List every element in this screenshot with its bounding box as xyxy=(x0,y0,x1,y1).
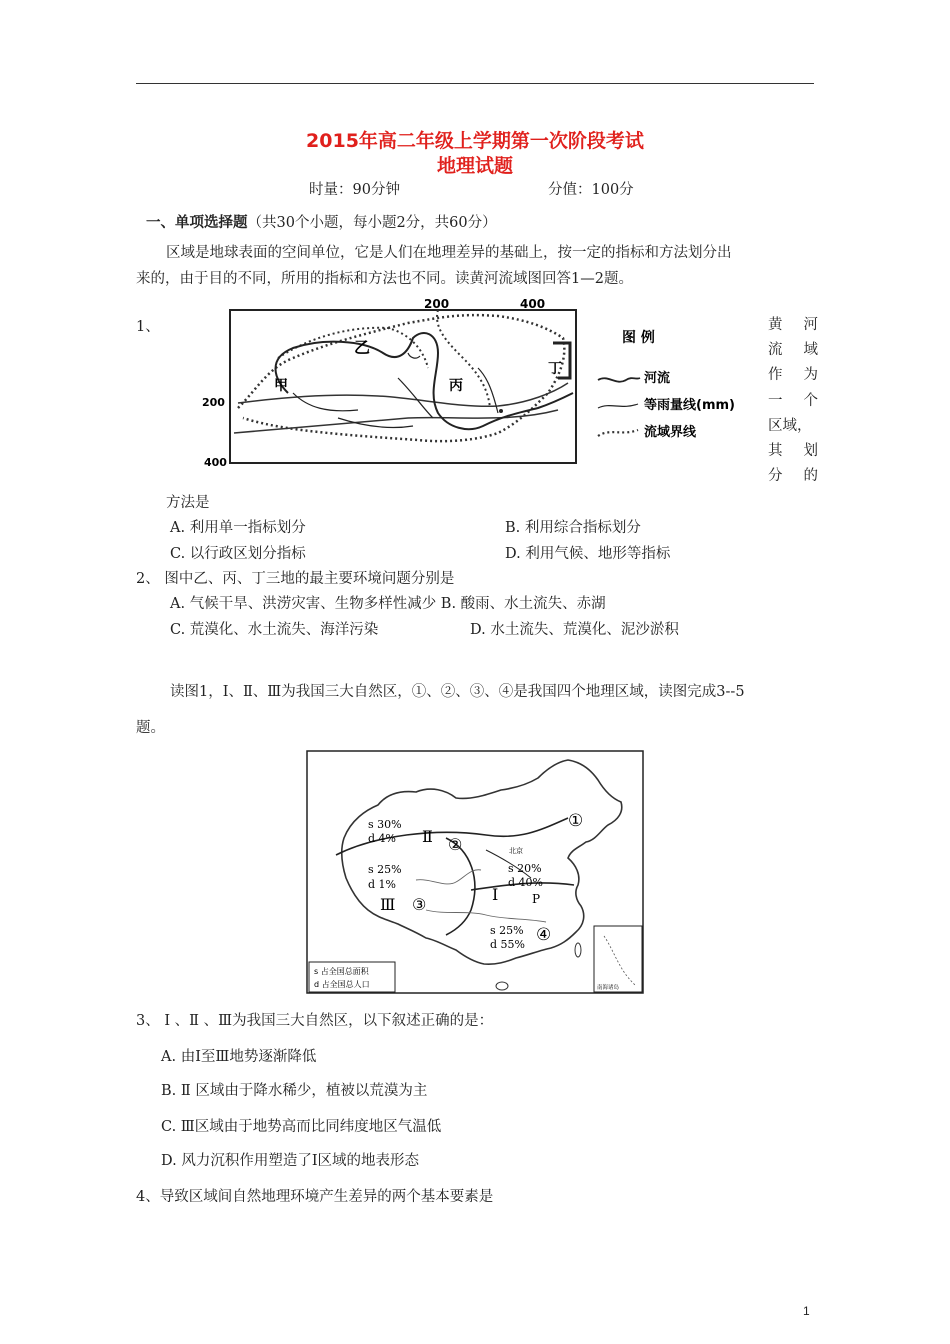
q3-option-d[interactable]: D. 风力沉积作用塑造了Ⅰ区域的地表形态 xyxy=(161,1153,420,1169)
map1-legend-basin: 流域界线 xyxy=(644,425,697,440)
map2-legend-s: s 占全国总面积 xyxy=(314,967,369,976)
map2-r3-s: s 25% xyxy=(368,863,402,876)
map2-inset-label: 南海诸岛 xyxy=(597,985,620,991)
map2-r3-d: d 1% xyxy=(368,878,396,891)
exam-score: 分值：100分 xyxy=(548,182,634,198)
q1-vchar: 为 xyxy=(803,367,818,384)
map1-label-ding: 丁 xyxy=(548,361,562,377)
q1-vchar: 其 xyxy=(768,443,783,460)
q2-option-ab[interactable]: A. 气候干旱、洪涝灾害、生物多样性减少 B. 酸雨、水土流失、赤湖 xyxy=(170,596,606,612)
map2-r2-s: s 30% xyxy=(368,818,402,831)
map2-beijing: 北京 xyxy=(509,847,523,855)
q3-option-b[interactable]: B. Ⅱ 区域由于降水稀少，植被以荒漠为主 xyxy=(161,1083,428,1099)
q2-option-d[interactable]: D. 水土流失、荒漠化、泥沙淤积 xyxy=(470,622,679,638)
yellow-river-basin-map xyxy=(198,298,758,492)
map2-c3: ③ xyxy=(412,895,427,914)
q1-option-d[interactable]: D. 利用气候、地形等指标 xyxy=(505,546,671,562)
map2-p: P xyxy=(532,892,541,906)
q1-option-a[interactable]: A. 利用单一指标划分 xyxy=(170,520,306,536)
q1-vchar: 流 xyxy=(768,342,783,359)
map1-label-yi: 乙 xyxy=(354,338,371,357)
map2-c1: ① xyxy=(568,811,584,831)
section-heading-note: （共30个小题，每小题2分，共60分） xyxy=(247,215,497,231)
map2-zone-I: Ⅰ xyxy=(492,885,499,904)
q2-stem: 2、 图中乙、丙、丁三地的最主要环境问题分别是 xyxy=(136,571,455,587)
q1-number: 1、 xyxy=(136,319,160,335)
q1-vchar: 划 xyxy=(803,443,818,460)
map1-label-400-left: 400 xyxy=(204,456,227,469)
intro1-line1: 区域是地球表面的空间单位，它是人们在地理差异的基础上，按一定的指标和方法划分出 xyxy=(166,245,732,261)
q1-vchar: 区域， xyxy=(768,417,812,434)
exam-time: 时量：90分钟 xyxy=(309,182,400,198)
intro2-line1: 读图1，Ⅰ、Ⅱ、Ⅲ为我国三大自然区，①、②、③、④是我国四个地理区域，读图完成3--5 xyxy=(170,684,745,700)
q1-option-c[interactable]: C. 以行政区划分指标 xyxy=(170,546,306,562)
map1-label-400-top: 400 xyxy=(520,298,546,311)
q4-stem: 4、导致区域间自然地理环境产生差异的两个基本要素是 xyxy=(136,1189,494,1205)
header-rule xyxy=(136,83,814,84)
q1-tail: 方法是 xyxy=(166,495,210,511)
page-number: 1 xyxy=(803,1304,810,1318)
map1-legend-river: 河流 xyxy=(644,371,671,386)
map1-label-200-left: 200 xyxy=(202,396,225,409)
map1-label-jia: 甲 xyxy=(274,378,288,394)
section-heading-title: 一、单项选择题 xyxy=(146,214,248,231)
q1-vchar: 分 xyxy=(768,468,783,485)
china-natural-regions-map xyxy=(306,750,646,1000)
map2-r2-d: d 4% xyxy=(368,832,396,845)
map2-legend-d: d 占全国总人口 xyxy=(314,980,370,989)
q3-option-a[interactable]: A. 由Ⅰ至Ⅲ地势逐渐降低 xyxy=(161,1049,317,1065)
section-heading xyxy=(146,211,497,232)
q1-vchar: 一 xyxy=(768,392,783,409)
map2-c2: ② xyxy=(448,835,463,854)
map1-label-200-top: 200 xyxy=(424,298,450,311)
map1-legend-isohyet: 等雨量线(mm) xyxy=(644,398,735,413)
map1-label-bing: 丙 xyxy=(449,378,463,394)
q3-stem: 3、 Ⅰ 、Ⅱ 、Ⅲ为我国三大自然区，以下叙述正确的是： xyxy=(136,1013,494,1029)
map2-r1-s: s 20% xyxy=(508,862,542,875)
q1-vchar: 个 xyxy=(803,392,818,409)
q2-option-c[interactable]: C. 荒漠化、水土流失、海洋污染 xyxy=(170,622,379,638)
q1-vchar: 域 xyxy=(803,342,818,359)
q1-vchar: 的 xyxy=(803,468,818,485)
intro1-line2: 来的，由于目的不同，所用的指标和方法也不同。读黄河流域图回答1—2题。 xyxy=(136,271,633,287)
map2-r1-d: d 40% xyxy=(508,876,543,889)
q3-option-c[interactable]: C. Ⅲ区域由于地势高而比同纬度地区气温低 xyxy=(161,1119,442,1135)
intro2-line2: 题。 xyxy=(136,720,165,736)
map2-zone-II: Ⅱ xyxy=(422,827,433,846)
q1-vertical-stem xyxy=(768,313,818,489)
map2-zone-III: Ⅲ xyxy=(380,895,396,914)
map2-c4: ④ xyxy=(536,925,552,945)
exam-subtitle: 地理试题 xyxy=(436,155,513,177)
map1-legend-title: 图 例 xyxy=(622,330,655,346)
map2-r4-s: s 25% xyxy=(490,924,524,937)
q1-vchar: 黄 xyxy=(768,317,783,333)
exam-title: 2015年高二年级上学期第一次阶段考试 xyxy=(306,130,644,152)
q1-option-b[interactable]: B. 利用综合指标划分 xyxy=(505,520,641,536)
map2-r4-d: d 55% xyxy=(490,938,525,951)
q1-vchar: 河 xyxy=(803,317,818,333)
q1-vchar: 作 xyxy=(768,367,783,384)
